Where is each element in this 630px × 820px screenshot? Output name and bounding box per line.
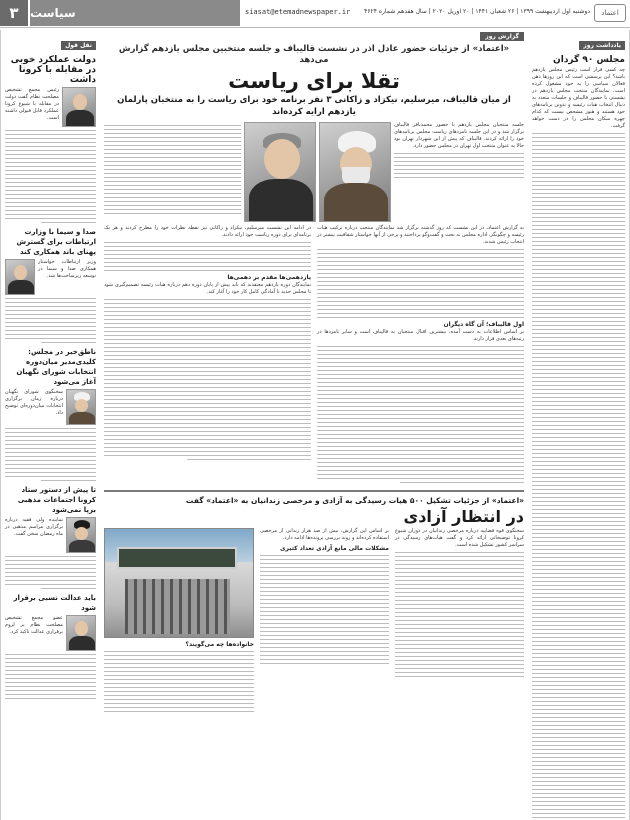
page-header [0,0,630,28]
section-name: سیاست [30,0,240,26]
portrait-photo-cleric [319,122,391,222]
quote-title: صدا و سیما با وزارت ارتباطات برای گسترش پهنای باند همکاری کند [16,228,96,256]
quote-body: سخنگوی شورای نگهبان درباره زمان برگزاری انتخابات میان‌دوره‌ای توضیح داد. [5,389,63,416]
story-divider [104,490,524,492]
section-body: نمایندگان دوره یازدهم معتقدند که باید پیش از پایان دوره دهم درباره هیات رئیسه تصمیم‌گیری شود تا مجلس جدید با آمادگی کامل کار خود را آغاز کند. [104,282,311,295]
section-heading: اول قالیباف؛ آن گاه دیگران [443,321,524,328]
quote-title: تا پیش از دستور ستاد کرونا اجتماعات مذهبی برپا نمی‌شود [17,486,96,514]
story-headline: تقلا برای ریاست [228,69,400,93]
section-email[interactable]: siasat@etemadnewspaper.ir [245,8,351,16]
portrait-photo [66,615,96,651]
second-story-body: بر اساس این گزارش، بیش از صد هزار زندانی از مرخصی استفاده کرده‌اند و روند بررسی پرونده‌ها ادامه دارد. [260,528,389,541]
editorial-column [528,30,630,820]
story-column-text: در ادامه این نشست میرسلیم، نیکزاد و زاکانی نیز نقطه نظرات خود را مطرح کردند و هر یک برنامه‌ای برای دوره ریاست خود ارائه دادند. [104,225,311,238]
story-intro: جلسه منتخبان مجلس یازدهم با حضور محمدباقر قالیباف برگزار شد و در این جلسه نامزدهای ریاست مجلس برنامه‌های خود را ارائه کردند. قالیباف که پیش از این شهردار تهران بود حالا به عنوان منتخب اول تهران در مجلس حضور دارد. [394,122,524,149]
quotes-tag: نقل قول [61,41,96,50]
quotes-column [0,30,100,820]
second-story-kicker: «اعتماد» از جزئیات تشکیل ۵۰۰ هیات رسیدگی به آزادی و مرخصی زندانیان به «اعتماد» گفت [185,496,524,505]
editorial-tag: یادداشت روز [579,41,625,50]
issue-date-line: دوشنبه اول اردیبهشت ۱۳۹۹ | ۲۶ شعبان ۱۴۴۱ | ۲۰ آوریل ۲۰۲۰ | سال هفدهم شماره ۴۶۲۴ [364,8,590,15]
portrait-photo [66,389,96,425]
editorial-body: چه کسی قرار است رئیس مجلس یازدهم باشد؟ این پرسشی است که این روزها ذهن فعالان سیاسی را به خود مشغول کرده است. نمایندگان منتخب مجلس یازدهم در نشستی با حضور قالیباف و جلسات متعدد به دنبال انتخاب هیات رئیسه و تدوین برنامه‌های خود هستند و هنوز مشخص نیست که کدام چهره سکان مجلس را در دست خواهد گرفت. [532,67,625,129]
quote-title: باید عدالت نسبی برقرار شود [13,594,96,612]
page-number: ۳ [0,0,28,26]
quote-body: رئیس مجمع تشخیص مصلحت نظام گفت دولت در مقابله با شیوع کرونا عملکرد قابل قبولی داشته است. [5,87,59,121]
story-supertitle: «اعتماد» از جزئیات حضور عادل اذر در نشست قالیباف و جلسه منتخبین مجلس یازدهم گزارش می‌دهد [118,44,510,65]
story-subtitle: از میان قالیباف، میرسلیم، نیکزاد و زاکانی ۳ نفر برنامه خود برای ریاست را به منتخبان پارلمان یازدهم ارایه کرده‌اند [117,95,511,117]
story-column-text: به گزارش اعتماد، در این نشست که روز گذشته برگزار شد نمایندگان منتخب درباره ترکیب هیات رئیسه و چگونگی اداره مجلس به بحث و گفت‌وگو پرداختند و برخی از آنها خواستار شفافیت بیشتر در انتخاب رئیس شدند. [317,225,524,245]
quote-body: نماینده ولی فقیه درباره برگزاری مراسم مذهبی در ماه رمضان سخن گفت. [5,517,63,537]
quote-title: دولت عملکرد خوبی در مقابله با کرونا داشت [10,55,96,85]
section-heading: خانواده‌ها چه می‌گویند؟ [185,641,254,648]
report-kicker: گزارش روز [480,32,524,41]
prison-gate-photo [104,528,254,638]
second-story-headline: در انتظار آزادی [403,507,524,526]
portrait-photo [66,517,96,553]
quote-body: عضو مجمع تشخیص مصلحت نظام بر لزوم برقراری عدالت تاکید کرد. [5,615,63,635]
editorial-text-lines [532,133,625,820]
section-heading: مشکلات مالی مانع آزادی تعداد کثیری [280,545,389,552]
quote-body: وزیر ارتباطات خواستار همکاری صدا و سیما در توسعه زیرساخت‌ها شد. [38,259,96,279]
section-heading: یازدهمی‌ها مقدم بر دهمی‌ها [227,274,311,281]
editorial-title: مجلس ۹۰ گردان [553,55,625,65]
portrait-photo-politician [244,122,316,222]
portrait-photo [62,87,96,127]
section-body: بر اساس اطلاعات به دست آمده، بیشترین اقبال منتخبان به قالیباف است و سایر نامزدها در رتبه‌های بعدی قرار دارند. [317,329,524,342]
quote-title: ناطق‌خبر در مجلس: کلیدی‌مدیر میان‌دوره انتخابات شورای نگهبان آغاز می‌شود [16,348,96,386]
portrait-photo [5,259,35,295]
newspaper-logo: اعتماد [594,4,626,22]
main-story [104,30,524,820]
second-story-body: سخنگوی قوه قضاییه درباره مرخصی زندانیان در دوران شیوع کرونا توضیحاتی ارائه کرد و گفت هیات‌های رسیدگی در سراسر کشور تشکیل شده است. [395,528,524,548]
